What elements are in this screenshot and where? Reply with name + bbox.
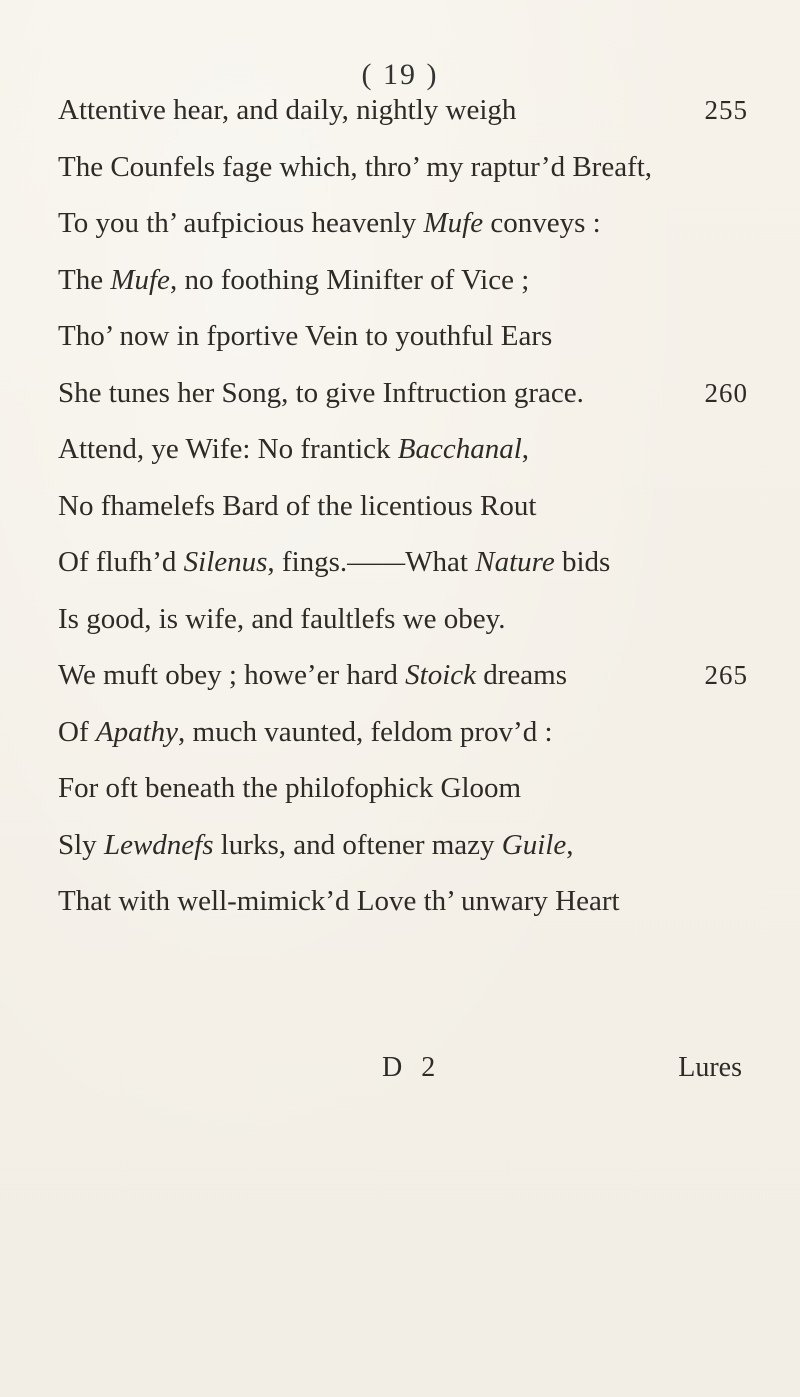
poem-line-text: Of flufh’d Silenus, fings.——What Nature bids <box>58 546 611 578</box>
line-number: 265 <box>704 660 748 690</box>
poem-line-text: No fhamelefs Bard of the licentious Rout <box>58 489 537 522</box>
poem-line <box>58 82 748 139</box>
italic-word: Nature <box>475 546 555 578</box>
poem-line-text: To you th’ aufpicious heavenly Mufe conveys : <box>58 207 601 239</box>
poem-text <box>58 82 748 930</box>
poem-line-text: Tho’ now in fportive Vein to youthful Ears <box>58 320 553 352</box>
poem-line <box>58 421 748 478</box>
italic-word: Mufe <box>423 207 484 239</box>
italic-word: Lewdnefs <box>103 828 214 861</box>
poem-line-text: We muft obey ; howe’er hard Stoick dreams <box>58 659 568 691</box>
poem-line <box>58 647 748 704</box>
poem-line-text: Attentive hear, and daily, nightly weigh <box>58 94 517 126</box>
poem-line-text: The Mufe, no foothing Minifter of Vice ; <box>58 263 530 296</box>
poem-line <box>58 308 748 365</box>
poem-line <box>58 704 748 761</box>
italic-word: Stoick <box>405 659 477 691</box>
poem-line <box>58 365 748 422</box>
italic-word: Apathy <box>95 715 179 748</box>
italic-word: Silenus <box>183 546 268 578</box>
poem-line-text: Of Apathy, much vaunted, feldom prov’d : <box>58 715 553 748</box>
italic-word: Guile <box>501 828 567 861</box>
catchword: Lures <box>678 1052 742 1083</box>
line-number: 255 <box>704 95 748 125</box>
page-number: ( 19 ) <box>361 58 439 91</box>
poem-line <box>58 873 748 930</box>
poem-line-text: She tunes her Song, to give Inftruction grace. <box>58 376 584 409</box>
poem-line-text: For oft beneath the philofophick Gloom <box>58 772 522 804</box>
poem-line <box>58 760 748 817</box>
poem-line <box>58 139 748 196</box>
poem-line <box>58 591 748 648</box>
poem-line-text: Sly Lewdnefs lurks, and oftener mazy Guile, <box>58 828 574 861</box>
poem-line-text: Attend, ye Wife: No frantick Bacchanal, <box>58 433 530 465</box>
italic-word: Bacchanal <box>397 433 522 465</box>
poem-line <box>58 534 748 591</box>
poem-line-text: That with well-mimick’d Love th’ unwary Heart <box>58 885 620 917</box>
poem-line <box>58 195 748 252</box>
poem-line-text: Is good, is wife, and faultlefs we obey. <box>58 602 506 635</box>
poem-line <box>58 817 748 874</box>
poem-line <box>58 478 748 535</box>
page-footer <box>0 1052 800 1102</box>
line-number: 260 <box>704 377 748 408</box>
poem-line <box>58 252 748 309</box>
italic-word: Mufe <box>110 263 170 296</box>
poem-line-text: The Counfels fage which, thro’ my raptur’d Breaft, <box>58 150 653 183</box>
signature-mark: D 2 <box>382 1052 442 1083</box>
